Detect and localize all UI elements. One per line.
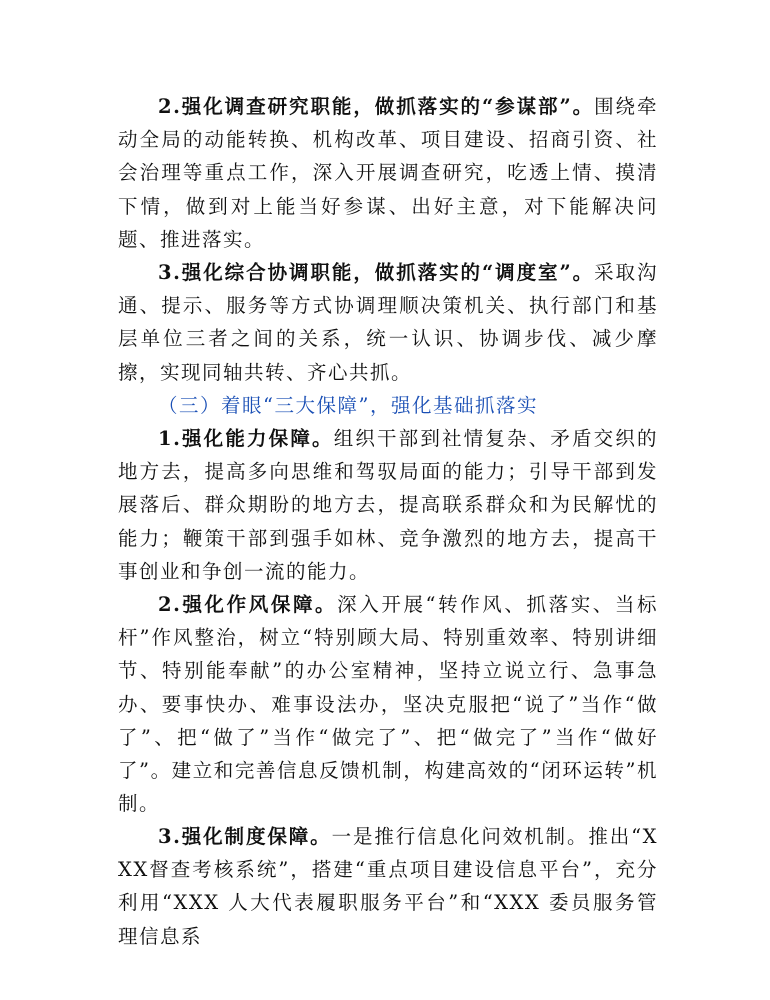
paragraph-system-guarantee bbox=[118, 820, 658, 953]
section-heading-three-guarantees: （三）着眼“三大保障”，强化基础抓落实 bbox=[158, 394, 538, 417]
paragraph-body: 围绕牵动全局的动能转换、机构改革、项目建设、招商引资、社会治理等重点工作，深入开展调查研究，吃透上情、摸清下情，做到对上能当好参谋、出好主意，对下能解决问题、推进落实。 bbox=[118, 95, 658, 251]
paragraph-coordination-function bbox=[118, 256, 658, 389]
paragraph-body: 深入开展“转作风、抓落实、当标杆”作风整治，树立“特别顾大局、特别重效率、特别讲细节、特别能奉献”的办公室精神，坚持立说立行、急事急办、要事快办、难事设法办，坚决克服把“说了”当作“做了”、把“做了”当作“做完了”、把“做完了”当作“做好了”。建立和完善信息反馈机制，构建高效的“闭环运转”机制。 bbox=[118, 593, 658, 816]
paragraph-lead: 2.强化作风保障。 bbox=[158, 593, 338, 616]
paragraph-ability-guarantee bbox=[118, 422, 658, 588]
paragraph-lead: 2.强化调查研究职能，做抓落实的“参谋部”。 bbox=[158, 95, 595, 118]
paragraph-body: 一是推行信息化问效机制。推出“XXX督查考核系统”，搭建“重点项目建设信息平台”，充分利用“XXX 人大代表履职服务平台”和“XXX 委员服务管理信息系 bbox=[118, 825, 659, 948]
paragraph-style-guarantee bbox=[118, 588, 658, 820]
paragraph-lead: 1.强化能力保障。 bbox=[158, 427, 334, 450]
paragraph-lead: 3.强化综合协调职能，做抓落实的“调度室”。 bbox=[158, 261, 595, 284]
paragraph-investigation-function bbox=[118, 90, 658, 256]
paragraph-body: 组织干部到社情复杂、矛盾交织的地方去，提高多向思维和驾驭局面的能力；引导干部到发展落后、群众期盼的地方去，提高联系群众和为民解忧的能力；鞭策干部到强手如林、竞争激烈的地方去，提高干事创业和争创一流的能力。 bbox=[118, 427, 658, 583]
paragraph-lead: 3.强化制度保障。 bbox=[158, 825, 332, 848]
paragraph-body: 采取沟通、提示、服务等方式协调理顺决策机关、执行部门和基层单位三者之间的关系，统一认识、协调步伐、减少摩擦，实现同轴共转、齐心共抓。 bbox=[118, 261, 658, 384]
